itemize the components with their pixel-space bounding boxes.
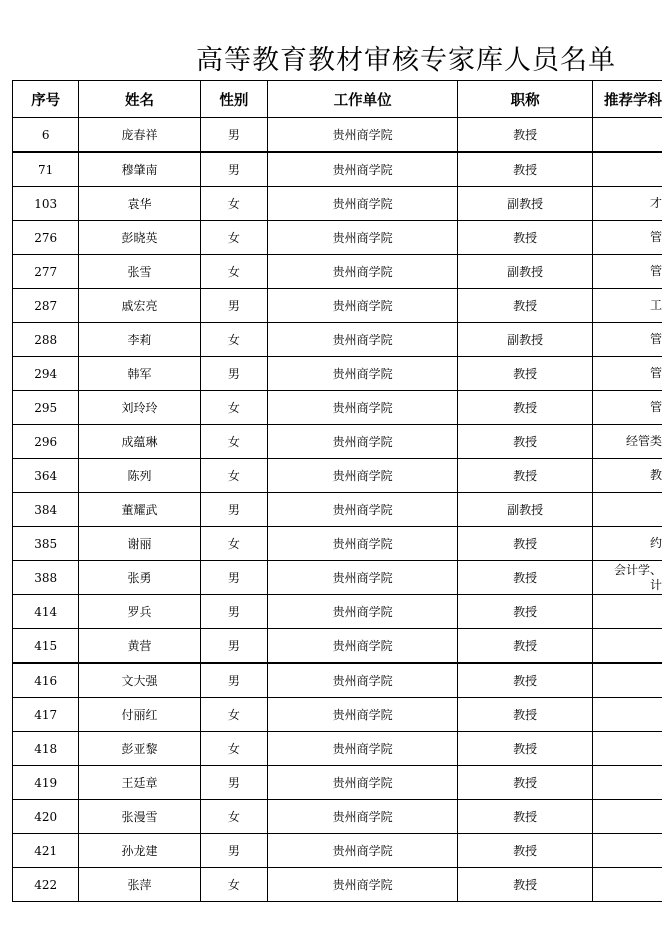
table-row [13,595,662,629]
table-row [13,152,662,187]
cell-unit: 贵州商学院 [268,152,458,187]
cell-name: 张雪 [79,255,200,289]
cell-discipline [592,766,662,800]
cell-no: 414 [13,595,79,629]
cell-unit: 贵州商学院 [268,459,458,493]
cell-no: 288 [13,323,79,357]
cell-name: 谢丽 [79,527,200,561]
cell-gender: 男 [200,766,267,800]
cell-title: 副教授 [458,255,593,289]
table-row [13,357,662,391]
cell-unit: 贵州商学院 [268,561,458,595]
cell-gender: 女 [200,255,267,289]
header-title: 职称 [458,81,593,118]
cell-title: 教授 [458,152,593,187]
cell-no: 415 [13,629,79,664]
header-discipline: 推荐学科 [592,81,662,118]
page-title: 高等教育教材审核专家库人员名单 [196,45,616,76]
cell-gender: 女 [200,868,267,902]
cell-unit: 贵州商学院 [268,834,458,868]
cell-gender: 女 [200,187,267,221]
cell-gender: 女 [200,323,267,357]
cell-gender: 男 [200,663,267,698]
header-name: 姓名 [79,81,200,118]
cell-gender: 男 [200,289,267,323]
cell-name: 张勇 [79,561,200,595]
table-row [13,391,662,425]
expert-table [12,80,662,902]
cell-title: 教授 [458,595,593,629]
cell-discipline: 会计学、 计 [592,561,662,595]
cell-discipline: 管 [592,255,662,289]
cell-discipline [592,595,662,629]
cell-discipline [592,698,662,732]
cell-no: 296 [13,425,79,459]
cell-gender: 女 [200,800,267,834]
table-row [13,561,662,595]
cell-gender: 男 [200,493,267,527]
cell-title: 教授 [458,698,593,732]
cell-unit: 贵州商学院 [268,289,458,323]
cell-name: 文大强 [79,663,200,698]
cell-name: 罗兵 [79,595,200,629]
cell-unit: 贵州商学院 [268,766,458,800]
cell-unit: 贵州商学院 [268,800,458,834]
table-row [13,527,662,561]
cell-discipline: 约 [592,527,662,561]
cell-no: 384 [13,493,79,527]
cell-unit: 贵州商学院 [268,391,458,425]
cell-unit: 贵州商学院 [268,868,458,902]
cell-gender: 男 [200,561,267,595]
cell-title: 副教授 [458,493,593,527]
cell-title: 教授 [458,629,593,664]
cell-no: 294 [13,357,79,391]
cell-unit: 贵州商学院 [268,698,458,732]
cell-gender: 女 [200,527,267,561]
table-row [13,493,662,527]
cell-discipline [592,629,662,664]
cell-unit: 贵州商学院 [268,221,458,255]
cell-gender: 女 [200,221,267,255]
cell-unit: 贵州商学院 [268,323,458,357]
cell-name: 成蕴琳 [79,425,200,459]
cell-no: 6 [13,118,79,153]
header-no: 序号 [13,81,79,118]
cell-no: 416 [13,663,79,698]
cell-discipline [592,868,662,902]
cell-no: 388 [13,561,79,595]
cell-name: 彭亚黎 [79,732,200,766]
cell-gender: 男 [200,118,267,153]
table-row [13,800,662,834]
cell-no: 419 [13,766,79,800]
cell-name: 张漫雪 [79,800,200,834]
cell-no: 417 [13,698,79,732]
cell-discipline: 管 [592,323,662,357]
cell-unit: 贵州商学院 [268,663,458,698]
cell-title: 教授 [458,118,593,153]
cell-gender: 男 [200,595,267,629]
table-row [13,834,662,868]
cell-no: 385 [13,527,79,561]
cell-title: 教授 [458,221,593,255]
header-unit: 工作单位 [268,81,458,118]
cell-gender: 男 [200,152,267,187]
cell-title: 教授 [458,527,593,561]
cell-title: 副教授 [458,323,593,357]
table-row [13,425,662,459]
cell-name: 戚宏亮 [79,289,200,323]
cell-name: 彭晓英 [79,221,200,255]
cell-discipline: 工 [592,289,662,323]
cell-discipline [592,493,662,527]
cell-unit: 贵州商学院 [268,595,458,629]
cell-no: 276 [13,221,79,255]
cell-discipline [592,663,662,698]
cell-gender: 女 [200,391,267,425]
cell-title: 副教授 [458,187,593,221]
cell-unit: 贵州商学院 [268,629,458,664]
cell-no: 295 [13,391,79,425]
cell-no: 71 [13,152,79,187]
cell-name: 韩军 [79,357,200,391]
cell-discipline: 经管类 [592,425,662,459]
cell-no: 277 [13,255,79,289]
cell-title: 教授 [458,732,593,766]
cell-discipline [592,800,662,834]
table-row [13,187,662,221]
cell-gender: 女 [200,732,267,766]
cell-no: 418 [13,732,79,766]
cell-gender: 男 [200,357,267,391]
cell-gender: 女 [200,698,267,732]
cell-name: 袁华 [79,187,200,221]
cell-discipline: 管 [592,357,662,391]
cell-discipline [592,732,662,766]
table-row [13,221,662,255]
table-header-row [13,81,662,118]
cell-discipline [592,834,662,868]
cell-title: 教授 [458,561,593,595]
table-row [13,663,662,698]
table-row [13,323,662,357]
cell-name: 张萍 [79,868,200,902]
cell-discipline: 管 [592,391,662,425]
table-row [13,289,662,323]
cell-no: 364 [13,459,79,493]
cell-title: 教授 [458,391,593,425]
cell-discipline: 教 [592,459,662,493]
cell-discipline: 才 [592,187,662,221]
table-row [13,766,662,800]
cell-title: 教授 [458,800,593,834]
table-row [13,698,662,732]
table-row [13,629,662,664]
cell-no: 287 [13,289,79,323]
cell-name: 王廷章 [79,766,200,800]
cell-unit: 贵州商学院 [268,255,458,289]
cell-unit: 贵州商学院 [268,187,458,221]
cell-name: 陈列 [79,459,200,493]
cell-unit: 贵州商学院 [268,493,458,527]
cell-name: 李莉 [79,323,200,357]
cell-title: 教授 [458,663,593,698]
cell-name: 付丽红 [79,698,200,732]
cell-unit: 贵州商学院 [268,118,458,153]
table-row [13,118,662,153]
cell-unit: 贵州商学院 [268,527,458,561]
cell-title: 教授 [458,357,593,391]
cell-gender: 女 [200,459,267,493]
table-row [13,732,662,766]
header-gender: 性别 [200,81,267,118]
table-row [13,868,662,902]
cell-gender: 男 [200,834,267,868]
cell-no: 421 [13,834,79,868]
cell-name: 穆肇南 [79,152,200,187]
table-row [13,255,662,289]
cell-title: 教授 [458,766,593,800]
cell-title: 教授 [458,834,593,868]
cell-name: 刘玲玲 [79,391,200,425]
cell-no: 103 [13,187,79,221]
cell-gender: 女 [200,425,267,459]
cell-unit: 贵州商学院 [268,425,458,459]
cell-name: 庞春祥 [79,118,200,153]
cell-gender: 男 [200,629,267,664]
cell-name: 董耀武 [79,493,200,527]
cell-title: 教授 [458,459,593,493]
cell-discipline [592,152,662,187]
cell-name: 孙龙建 [79,834,200,868]
cell-title: 教授 [458,868,593,902]
cell-title: 教授 [458,425,593,459]
table-row [13,459,662,493]
cell-no: 422 [13,868,79,902]
cell-unit: 贵州商学院 [268,357,458,391]
cell-discipline [592,118,662,153]
cell-no: 420 [13,800,79,834]
cell-discipline: 管 [592,221,662,255]
cell-name: 黄营 [79,629,200,664]
cell-title: 教授 [458,289,593,323]
cell-unit: 贵州商学院 [268,732,458,766]
